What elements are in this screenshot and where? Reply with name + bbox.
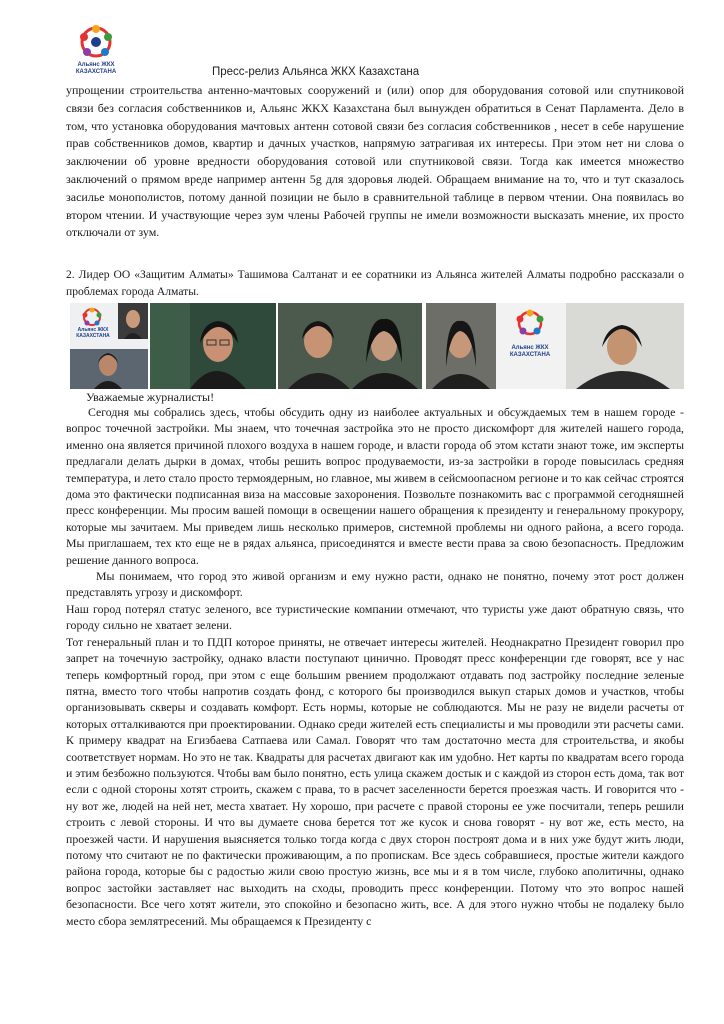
panel-logo-line-2: КАЗАХСТАНА (509, 352, 551, 358)
speech-paragraph-1: Сегодня мы собрались здесь, чтобы обсудить одну из наиболее актуальных и обсуждаемых тем в нашем городе - вопрос точечной застройки. Мы знаем, что точечная застройка это не просто дискомфорт для жителей нашего города, именно она является причиной плохого воздуха в нашем городе, и власти города об этом кстати знают тоже, им эксперты предлагали делать дырки в домах, чтобы решить вопрос продуваемости, из-за застройки в городе повысилась средняя температура, и лето стало просто термоядерным, но главное, мы живем в сейсмоопасном регионе и то как сейчас строятся дома это фактически подписанная виза на массовые захоронения. Позвольте познакомить вас с программой сегодняшней пресс конференции. Мы просим вашей помощи в освещении нашего обращения к президенту и генеральному прокурору, которые мы зачитаем. Мы приведем лишь несколько примеров, системной проблемы ни одного района, а всего города. Мы приглашаем, тех кто еще не в рядах альянса, присоединятся и вместе вести права за свою безопасность. Предложим решение данного вопроса. (66, 405, 684, 567)
alliance-logo (70, 22, 122, 84)
panel-logo-line-1: Альянс ЖКХ (511, 345, 549, 351)
logo-line-1: Альянс ЖКХ (77, 62, 115, 68)
speech-paragraph-3: Наш город потерял статус зеленого, все туристические компании отмечают, что туристы уже дают обратную связь, что городу сильно не хватает зелени. (66, 601, 684, 633)
small-logo-line-1: Альянс ЖКХ (77, 327, 109, 333)
logo-caption (70, 62, 122, 76)
speech-paragraph-4: Тот генеральный план и то ПДП которое приняты, не отвечает интересы жителей. Неоднакратно Президент говорил про запрет на точечную застройку, однако власти поступают цинично. Проводят пресс конференции где говорят, все у нас теперь комфортный город, при этом с еще большим рвением продолжают отдавать под застройку последние зеленые пятна, вместо того чтобы напротив создать фонд, с которого бы производился выкуп старых домов и участков, чтобы организовывать скверы и создавать комфорт. Есть нормы, которые не соблюдаются. Мы не разу не видели расчеты от которых отталкиваются при проектировании. Однако среди жителей есть специалисты и мы проводили эти расчеты сами. К примеру квадрат на Егизбаева Сатпаева или Самал. Говорят что там достаточно места для строительства, и якобы соответствует нормам. Но это не так. Квадраты для расчетах двигают как им удобно. Нет карты по квадратам всего города и этим безбожно пользуются. Чтобы вам было понятно, есть улица скажем достык и с каждой из сторон есть дома, так вот если с одной стороны хотят строить, скажем с права, то в расчет заселенности берется проезжая часть. И говорится что - ну вот же, людей на ней нет, места хватает. Ну хорошо, при расчете с правой стороны ее уже посчитали, теперь решили строить с левой стороны. И что вы думаете снова берется тот же кусок и снова говорят - ну вот же, есть место, на проезжей части. И нарушения выясняется только тогда когда с двух сторон построят дома и в них уже будут жить люди, потому что считают не по фактически проживающим, а по пропискам. Все здесь собравшиеся, простые жители каждого района города, которые бы с радостью жили свою простую жизнь, все мы и я в том числе, глубоко аполитичны, однако вопрос застойки заставляет нас выходить на сходы, проводить пресс конференции. Потому что это вопрос нашей безопасности. Все чего хотят жители, это спокойно и безопасно жить, все. А для этого нужно чтобы не подалеку было место сбора землятресений. Мы обращаемся к Президенту с (66, 634, 684, 928)
photo-frame-3 (278, 303, 422, 389)
paragraph-item-2: 2. Лидер ОО «Защитим Алматы» Ташимова Салтанат и ее соратники из Альянса жителей Алматы подробно рассказали о проблемах города Алматы. (66, 268, 684, 298)
zoom-tile-icon (70, 303, 148, 389)
photo-frame-2 (150, 303, 276, 389)
press-release-title: Пресс-релиз Альянса ЖКХ Казахстана (212, 66, 420, 78)
photo-strip (70, 303, 684, 389)
panel-logo-caption (502, 345, 558, 359)
photo-frame-1 (70, 303, 148, 389)
participants-photo-icon (278, 303, 422, 389)
speech-paragraph-2: Мы понимаем, что город это живой организм и ему нужно расти, однако не понятно, почему этот рост должен представлять угрозу и дискомфорт. (66, 569, 684, 600)
logo-emblem-icon (70, 22, 122, 62)
speaker-photo-icon (150, 303, 276, 389)
speech-body (66, 404, 684, 929)
small-logo-caption (72, 327, 114, 339)
greeting-line: Уважаемые журналисты! (86, 390, 215, 404)
small-logo-line-2: КАЗАХСТАНА (76, 333, 110, 339)
photo-frame-4 (426, 303, 684, 389)
logo-line-2: КАЗАХСТАНА (75, 69, 117, 75)
paragraph-intro: упрощении строительства антенно-мачтовых сооружений и (или) опор для оборудования сотовой или спутниковой связи без согласия собственников и, Альянс ЖКХ Казахстана был вынужден обратиться в Сенат Парламента. Дело в том, что установка оборудования мачтовых антенн сотовой связи без согласия собственников , несет в себе нарушение прав собственников домов, квартир и дачных участков, напрямую затрагивая их интересы. При этом нет ни слова о заключении об уровне вредности оборудования сотовой или спутниковой связи. Тогда как имеется множество заключений о прямом вреде например антенн 5g для здоровья людей. Обращаем внимание на то, что и тут сказалось засилье монополистов, потому данной позиции не было в сравнительной таблице в первом чтении. Она появилась во втором чтении. И участвующие через зум члены Рабочей группы не имели возможности высказать мнение, их просто отключали от зум. (66, 83, 684, 240)
